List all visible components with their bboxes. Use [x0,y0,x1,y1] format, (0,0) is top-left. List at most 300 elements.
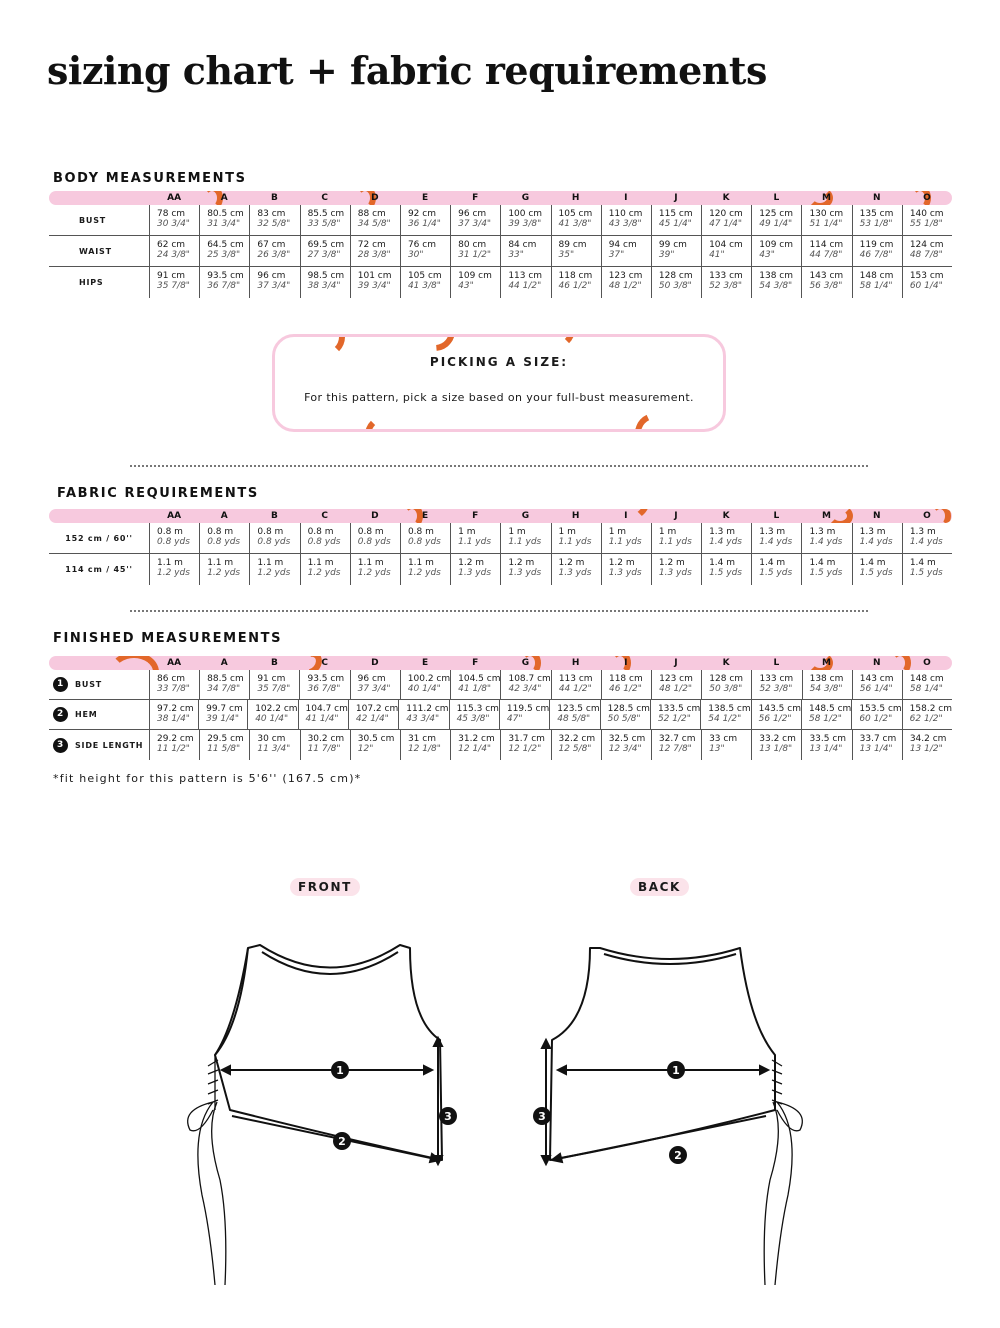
metric-value: 143 cm [809,271,844,281]
imperial-value: 12 1/4" [458,744,492,754]
table-row [49,205,952,236]
metric-value: 99.7 cm [206,704,243,714]
imperial-value: 45 1/4" [658,219,692,229]
table-cell [350,205,400,235]
metric-value: 30.2 cm [307,734,345,744]
metric-value: 80 cm [458,240,487,250]
metric-value: 133.5 cm [657,704,701,714]
metric-value: 86 cm [157,674,186,684]
metric-value: 130 cm [809,209,844,219]
imperial-value: 33 5/8" [307,219,341,229]
table-cell [400,236,450,266]
size-label: I [624,511,628,521]
table-cell [149,554,199,585]
table-cell [852,267,902,298]
metric-value: 123.5 cm [557,704,600,714]
metric-value: 109 cm [458,271,492,281]
number-badge: 1 [53,677,68,692]
marker-3: 3 [444,1110,452,1123]
size-label: I [624,658,628,668]
size-label: I [624,193,628,203]
imperial-value: 26 3/8" [257,250,291,260]
table-cell [400,205,450,235]
metric-value: 31 cm [407,734,436,744]
table-cell [249,554,299,585]
imperial-value: 1.2 yds [157,568,190,578]
size-label: K [722,511,730,521]
imperial-value: 12 5/8" [558,744,592,754]
imperial-value: 48 1/2" [608,281,642,291]
imperial-value: 54 3/8" [809,684,843,694]
table-cell [902,523,952,553]
table-cell [398,700,448,729]
metric-value: 1.4 m [759,558,786,568]
size-label: E [421,511,429,521]
table-cell [149,700,198,729]
metric-value: 118 cm [608,674,643,684]
metric-value: 1.2 m [608,558,635,568]
table-cell [450,730,500,760]
finished-measurements-title: FINISHED MEASUREMENTS [53,631,283,646]
imperial-value: 40 1/4" [407,684,441,694]
metric-value: 1 m [658,527,677,537]
imperial-value: 1.4 yds [709,537,742,547]
metric-value: 0.8 m [307,527,334,537]
metric-value: 104 cm [709,240,743,250]
imperial-value: 1.2 yds [307,568,341,578]
size-label: O [923,193,931,203]
metric-value: 113 cm [558,674,593,684]
imperial-value: 1.2 yds [257,568,291,578]
metric-value: 1.3 m [809,527,836,537]
table-cell [852,670,902,699]
imperial-value: 38 1/4" [157,714,190,724]
metric-value: 128 cm [709,674,744,684]
size-label: B [271,193,278,203]
imperial-value: 45 3/8" [456,714,490,724]
row-label-text: BUST [75,680,103,689]
imperial-value: 1.5 yds [859,568,893,578]
imperial-value: 56 3/8" [809,281,843,291]
marker-1: 1 [336,1064,344,1077]
table-cell [149,730,199,760]
imperial-value: 13 1/2" [909,744,943,754]
imperial-value: 0.8 yds [157,537,190,547]
imperial-value: 12 7/8" [658,744,692,754]
metric-value: 29.2 cm [157,734,194,744]
imperial-value: 60 1/2" [859,714,893,724]
metric-value: 148 cm [859,271,894,281]
metric-value: 1.4 m [859,558,886,568]
imperial-value: 31 1/2" [458,250,492,260]
metric-value: 114 cm [809,240,844,250]
table-cell [751,236,801,266]
table-cell [500,554,550,585]
metric-value: 118 cm [558,271,593,281]
metric-value: 89 cm [558,240,587,250]
metric-value: 1.2 m [558,558,585,568]
imperial-value: 1.5 yds [709,568,742,578]
metric-value: 31.2 cm [458,734,495,744]
metric-value: 69.5 cm [307,240,345,250]
imperial-value: 12 1/2" [508,744,542,754]
table-cell [902,205,952,235]
metric-value: 124 cm [909,240,944,250]
picking-a-size-box [272,334,726,432]
size-label: H [571,511,580,521]
table-cell [551,730,601,760]
imperial-value: 36 7/8" [307,684,341,694]
size-label: G [521,658,530,668]
metric-value: 1.3 m [859,527,886,537]
marker-2: 2 [674,1149,682,1162]
table-cell [350,730,400,760]
table-cell [801,730,851,760]
body-measurements-title: BODY MEASUREMENTS [53,171,247,186]
imperial-value: 1.1 yds [658,537,692,547]
imperial-value: 48 7/8" [909,250,943,260]
back-garment-illustration [530,930,830,1300]
fabric-requirements-table [49,509,952,585]
metric-value: 33.7 cm [859,734,897,744]
metric-value: 120 cm [709,209,743,219]
metric-value: 115.3 cm [456,704,499,714]
size-label: M [822,658,832,668]
table-cell [199,205,249,235]
table-cell [601,554,651,585]
finished-measurements-table [49,656,952,760]
table-cell [549,700,599,729]
table-row [49,700,952,730]
table-cell [300,205,350,235]
imperial-value: 12 1/8" [407,744,441,754]
table-cell [751,700,801,729]
imperial-value: 1.1 yds [508,537,542,547]
metric-value: 1.2 m [658,558,685,568]
metric-value: 33.5 cm [809,734,847,744]
size-label: J [674,193,678,203]
table-cell [601,267,651,298]
table-cell [199,730,249,760]
imperial-value: 62 1/2" [909,714,943,724]
metric-value: 1.3 m [709,527,736,537]
metric-value: 88.5 cm [207,674,244,684]
table-cell [852,730,902,760]
row-label [49,700,149,729]
table-cell [751,554,801,585]
imperial-value: 0.8 yds [307,537,341,547]
table-cell [751,730,801,760]
table-cell [701,670,751,699]
imperial-value: 46 1/2" [608,684,642,694]
imperial-value: 41 3/8" [558,219,592,229]
table-cell [902,700,952,729]
imperial-value: 54 1/2" [708,714,742,724]
table-cell [651,267,701,298]
metric-value: 148 cm [909,674,944,684]
imperial-value: 32 5/8" [257,219,291,229]
table-cell [198,700,247,729]
table-cell [701,236,751,266]
table-cell [350,236,400,266]
imperial-value: 1.1 yds [608,537,642,547]
table-cell [902,730,952,760]
table-cell [300,523,350,553]
front-garment-illustration [170,930,470,1300]
imperial-value: 44 7/8" [809,250,843,260]
size-label: C [321,511,328,521]
metric-value: 98.5 cm [307,271,345,281]
table-cell [902,554,952,585]
imperial-value: 56 1/2" [758,714,792,724]
metric-value: 0.8 m [257,527,284,537]
metric-value: 110 cm [608,209,643,219]
metric-value: 0.8 m [207,527,234,537]
table-cell [300,554,350,585]
table-cell [651,523,701,553]
imperial-value: 43" [458,281,474,291]
marker-2: 2 [338,1135,346,1148]
picking-a-size-text: For this pattern, pick a size based on your full-bust measurement. [304,391,694,404]
size-label: G [521,511,530,521]
size-label: N [872,511,881,521]
table-cell [902,267,952,298]
row-label [49,554,149,585]
table-cell [400,554,450,585]
table-cell [300,730,350,760]
table-cell [298,700,348,729]
table-cell [801,523,851,553]
table-cell [601,670,651,699]
metric-value: 138 cm [759,271,794,281]
metric-value: 140 cm [909,209,944,219]
table-cell [551,670,601,699]
marker-3: 3 [538,1110,546,1123]
metric-value: 133 cm [759,674,794,684]
imperial-value: 53 1/8" [859,219,893,229]
metric-value: 96 cm [257,271,286,281]
metric-value: 94 cm [608,240,637,250]
imperial-value: 13 1/8" [759,744,793,754]
table-cell [400,670,450,699]
imperial-value: 46 1/2" [558,281,592,291]
imperial-value: 49 1/4" [759,219,793,229]
table-cell [600,700,650,729]
imperial-value: 41 3/8" [407,281,441,291]
size-label: J [674,658,678,668]
table-row [49,267,952,298]
metric-value: 1 m [558,527,576,537]
table-cell [149,523,199,553]
table-cell [350,554,400,585]
imperial-value: 1.4 yds [909,537,943,547]
table-cell [651,205,701,235]
metric-value: 143 cm [859,674,894,684]
table-cell [500,523,550,553]
size-label: C [321,658,328,668]
metric-value: 123 cm [659,674,693,684]
imperial-value: 0.8 yds [207,537,241,547]
table-cell [601,236,651,266]
table-cell [651,236,701,266]
table-cell [450,236,500,266]
metric-value: 104.7 cm [305,704,348,714]
page-title: sizing chart + fabric requirements [47,48,767,93]
metric-value: 143.5 cm [758,704,801,714]
imperial-value: 1.1 yds [558,537,592,547]
imperial-value: 13" [709,744,725,754]
metric-value: 99 cm [658,240,687,250]
metric-value: 1.2 m [458,558,485,568]
table-cell [801,236,851,266]
table-cell [551,523,601,553]
metric-value: 100 cm [508,209,543,219]
table-cell [199,267,249,298]
imperial-value: 12 3/4" [608,744,642,754]
imperial-value: 33 7/8" [157,684,190,694]
table-cell [450,554,500,585]
imperial-value: 50 3/8" [709,684,743,694]
marker-1: 1 [672,1064,680,1077]
metric-value: 135 cm [859,209,894,219]
table-cell [149,236,199,266]
table-cell [247,700,297,729]
imperial-value: 1.4 yds [759,537,793,547]
row-label [49,267,149,298]
size-label: F [472,193,479,203]
size-label: M [822,193,832,203]
metric-value: 109 cm [759,240,794,250]
size-label: D [371,658,379,668]
row-label [49,236,149,266]
imperial-value: 1.5 yds [809,568,843,578]
imperial-value: 11 3/4" [257,744,291,754]
metric-value: 115 cm [658,209,693,219]
metric-value: 84 cm [508,240,537,250]
imperial-value: 0.8 yds [407,537,441,547]
metric-value: 153.5 cm [859,704,902,714]
table-cell [149,205,199,235]
table-cell [650,700,700,729]
imperial-value: 48 5/8" [557,714,591,724]
table-cell [500,236,550,266]
size-label: AA [167,511,182,521]
table-cell [751,267,801,298]
table-cell [700,700,750,729]
metric-value: 78 cm [157,209,186,219]
size-label: E [421,193,429,203]
metric-value: 30 cm [257,734,286,744]
picking-a-size-title: PICKING A SIZE: [429,355,569,369]
table-cell [199,670,249,699]
imperial-value: 13 1/4" [809,744,843,754]
metric-value: 33 cm [709,734,738,744]
imperial-value: 34 5/8" [357,219,391,229]
imperial-value: 41 1/4" [305,714,339,724]
imperial-value: 38 3/4" [307,281,341,291]
table-cell [350,670,400,699]
row-label-text: WAIST [79,246,112,256]
metric-value: 1.1 m [307,558,334,568]
size-label: B [271,658,278,668]
metric-value: 128 cm [658,271,693,281]
table-cell [701,730,751,760]
imperial-value: 40 1/4" [255,714,289,724]
table-cell [851,700,901,729]
front-view-label: FRONT [290,878,360,896]
row-label-text: 114 cm / 45'' [65,565,133,574]
table-cell [801,554,851,585]
metric-value: 128.5 cm [607,704,650,714]
imperial-value: 11 7/8" [307,744,341,754]
imperial-value: 33" [508,250,524,260]
metric-value: 97.2 cm [157,704,194,714]
table-cell [802,670,852,699]
size-label: D [371,511,379,521]
imperial-value: 1.3 yds [558,568,592,578]
metric-value: 104.5 cm [458,674,501,684]
imperial-value: 35 7/8" [157,281,190,291]
row-label [49,670,149,699]
table-cell [300,267,350,298]
metric-value: 31.7 cm [508,734,545,744]
size-label: L [773,193,780,203]
metric-value: 119.5 cm [506,704,550,714]
table-cell [149,670,199,699]
metric-value: 1.2 m [508,558,535,568]
table-cell [199,554,249,585]
size-label: K [722,193,730,203]
size-label: H [571,658,580,668]
imperial-value: 24 3/8" [157,250,190,260]
imperial-value: 52 3/8" [759,684,793,694]
metric-value: 107.2 cm [355,704,399,714]
imperial-value: 42 3/4" [508,684,542,694]
table-cell [551,267,601,298]
imperial-value: 37 3/4" [458,219,492,229]
metric-value: 93.5 cm [307,674,345,684]
imperial-value: 39 3/8" [508,219,542,229]
imperial-value: 1.5 yds [759,568,793,578]
metric-value: 1.4 m [809,558,836,568]
imperial-value: 30 3/4" [157,219,190,229]
table-cell [852,523,902,553]
table-row [49,523,952,554]
row-label-text: BUST [79,215,107,225]
imperial-value: 41 1/8" [458,684,492,694]
table-cell [249,236,299,266]
imperial-value: 50 5/8" [607,714,641,724]
imperial-value: 50 3/8" [658,281,692,291]
imperial-value: 36 7/8" [207,281,241,291]
imperial-value: 58 1/2" [808,714,842,724]
imperial-value: 1.2 yds [357,568,391,578]
table-cell [348,700,398,729]
metric-value: 96 cm [458,209,487,219]
metric-value: 148.5 cm [808,704,852,714]
size-header [49,509,952,523]
table-cell [801,267,851,298]
table-cell [450,205,500,235]
imperial-value: 30" [407,250,424,260]
size-header [49,191,952,205]
imperial-value: 41" [709,250,725,260]
table-cell [249,670,299,699]
metric-value: 1 m [608,527,627,537]
imperial-value: 37" [608,250,625,260]
imperial-value: 35" [558,250,575,260]
imperial-value: 1.3 yds [508,568,542,578]
